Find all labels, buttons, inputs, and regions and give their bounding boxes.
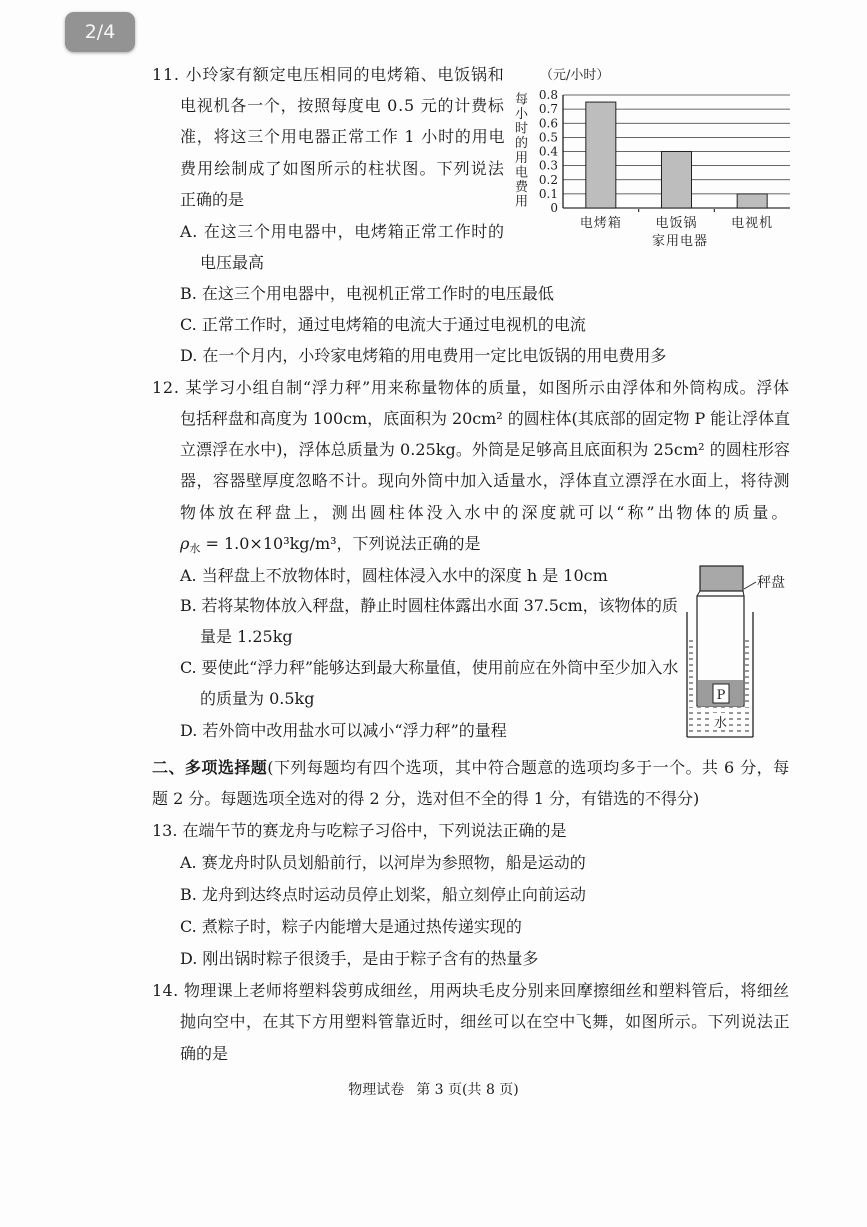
section2-heading-line-2: 题 2 分。每题选项全选对的得 2 分，选对但不全的得 1 分，有错选的不得分) <box>152 789 700 808</box>
y-tick-label-6: 0.6 <box>538 116 558 131</box>
page-indicator-badge: 2/4 <box>65 12 135 52</box>
floating-scale-figure <box>680 560 792 745</box>
water-right-gap <box>745 640 753 706</box>
q11-stem-line-1: 11. 小玲家有额定电压相同的电烤箱、电饭锅和 <box>152 65 505 84</box>
footer-subject: 物理试卷 <box>348 1082 405 1098</box>
page-footer <box>0 1081 867 1099</box>
footer-page-number: 第 3 页(共 8 页) <box>416 1082 519 1098</box>
q11-option-a-continued: 电压最高 <box>200 253 265 272</box>
q12-stem-line-5: 物体放在秤盘上，测出圆柱体没入水中的深度就可以“称”出物体的质量。 <box>180 503 791 522</box>
q12-option-b: B. 若将某物体放入秤盘，静止时圆柱体露出水面 37.5cm，该物体的质 <box>180 596 678 615</box>
density-symbol: ρ <box>180 534 190 553</box>
y-tick-label-0: 0 <box>550 201 558 215</box>
water-left-gap <box>688 640 697 706</box>
y-tick-label-7: 0.7 <box>538 102 558 117</box>
q11-stem-line-4: 费用绘制成了如图所示的柱状图。下列说法 <box>180 159 506 178</box>
q12-option-c-continued: 的质量为 0.5kg <box>200 689 315 708</box>
q12-density-line <box>180 534 481 554</box>
section2-instructions: (下列每题均有四个选项，其中符合题意的选项均多于一个。共 6 分，每 <box>267 758 790 777</box>
q13-stem: 13. 在端午节的赛龙舟与吃粽子习俗中，下列说法正确的是 <box>152 821 567 840</box>
x-tick-label-1: 电烤箱 <box>579 216 622 231</box>
weight-label: P <box>716 688 726 703</box>
water-label: 水 <box>713 716 728 731</box>
y-tick-label-8: 0.8 <box>538 88 558 102</box>
q12-stem-line-3: 立漂浮在水中)，浮体总质量为 0.25kg。外筒是足够高且底面积为 25cm² 的圆柱形容 <box>180 440 790 459</box>
q12-option-a: A. 当秤盘上不放物体时，圆柱体浸入水中的深度 h 是 10cm <box>180 566 608 585</box>
q11-option-c: C. 正常工作时，通过电烤箱的电流大于通过电视机的电流 <box>180 315 586 334</box>
section2-title: 二、多项选择题 <box>152 758 268 777</box>
q11-option-b: B. 在这三个用电器中，电视机正常工作时的电压最低 <box>180 284 554 303</box>
bar-2 <box>662 152 692 209</box>
y-tick-label-3: 0.3 <box>538 158 558 173</box>
q13-option-c: C. 煮粽子时，粽子内能增大是通过热传递实现的 <box>180 917 522 936</box>
q13-option-b: B. 龙舟到达终点时运动员停止划桨，船立刻停止向前运动 <box>180 885 586 904</box>
density-subscript: 水 <box>189 542 201 555</box>
scale-pan <box>700 566 743 591</box>
q12-option-c: C. 要使此“浮力秤”能够达到最大称量值，使用前应在外筒中至少加入水 <box>180 658 679 677</box>
chart-unit-label: （元/小时） <box>540 68 610 83</box>
q12-option-d: D. 若外筒中改用盐水可以减小“浮力秤”的量程 <box>180 721 507 740</box>
section2-heading-line-1 <box>152 758 790 778</box>
bar-1 <box>586 102 616 208</box>
electricity-cost-bar-chart <box>515 60 795 255</box>
y-tick-label-2: 0.2 <box>538 172 558 187</box>
q11-stem-line-2: 电视机各一个，按照每度电 0.5 元的计费标 <box>180 96 505 115</box>
x-tick-label-2: 电饭锅 <box>655 216 698 231</box>
q13-option-d: D. 刚出锅时粽子很烫手，是由于粽子含有的热量多 <box>180 949 539 968</box>
q12-stem-line-1: 12. 某学习小组自制“浮力秤”用来称量物体的质量，如图所示由浮体和外筒构成。浮体 <box>152 378 790 397</box>
y-tick-label-4: 0.4 <box>538 144 558 159</box>
pan-label-leader-line <box>744 582 756 589</box>
q13-option-a: A. 赛龙舟时队员划船前行，以河岸为参照物，船是运动的 <box>180 853 586 872</box>
q12-stem-line-2: 包括秤盘和高度为 100cm，底面积为 20cm² 的圆柱体(其底部的固定物 P 能让浮体直 <box>180 409 791 428</box>
q12-stem-line-4: 器，容器壁厚度忽略不计。现向外筒中加入适量水，浮体直立漂浮在水面上，将待测 <box>180 471 791 490</box>
x-axis-label: 家用电器 <box>651 234 709 249</box>
q11-stem-line-5: 正确的是 <box>180 190 245 209</box>
density-value-text: = 1.0×10³kg/m³，下列说法正确的是 <box>200 534 481 553</box>
chart-y-axis-label: 每小时的用电费用 <box>512 92 527 209</box>
q11-stem-line-3: 准，将这三个用电器正常工作 1 小时的用电 <box>180 127 506 146</box>
y-tick-label-1: 0.1 <box>538 186 558 201</box>
q14-stem-line-2: 抛向空中，在其下方用塑料管靠近时，细丝可以在空中飞舞，如图所示。下列说法正 <box>180 1012 791 1031</box>
pan-label: 秤盘 <box>757 575 785 591</box>
q11-option-a: A. 在这三个用电器中，电烤箱正常工作时的 <box>180 222 505 241</box>
pan-support-left <box>697 591 700 596</box>
y-tick-label-5: 0.5 <box>538 130 558 145</box>
q11-option-d: D. 在一个月内，小玲家电烤箱的用电费用一定比电饭锅的用电费用多 <box>180 346 667 365</box>
q14-stem-line-3: 确的是 <box>180 1044 229 1063</box>
pan-support-right <box>743 591 744 596</box>
x-tick-label-3: 电视机 <box>731 216 774 231</box>
q14-stem-line-1: 14. 物理课上老师将塑料袋剪成细丝，用两块毛皮分别来回摩擦细丝和塑料管后，将细丝 <box>152 981 790 1000</box>
q12-option-b-continued: 量是 1.25kg <box>200 627 293 646</box>
bar-3 <box>737 194 767 208</box>
